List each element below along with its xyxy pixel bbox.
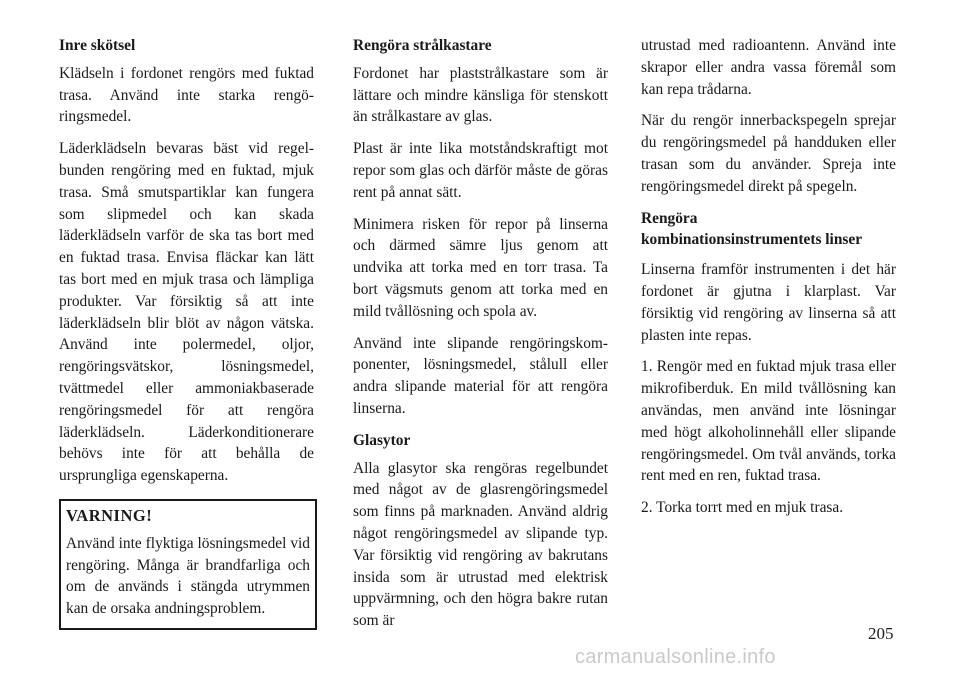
warning-title: VARNING! (66, 505, 153, 525)
warning-text: Använd inte flyktiga lösningsmedel vid rengöring. Många är brandfarliga och om de används i stängda utrymmen kan de orsaka andningsproblem. (66, 534, 310, 618)
paragraph-glasytor: Alla glasytor ska rengöras regelbundet med något av de glasrengöringsmedel som finns på marknaden. Använd aldrig något rengöringsmedel av slipande typ. Var försiktig vid rengöring av bakrutans insida som är utrustad med elektrisk uppvärmning, och den högra bakre rutan som är (353, 459, 608, 630)
heading-inre-skotsel: Inre skötsel (59, 37, 136, 54)
paragraph-plast-repor: Plast är inte lika motståndskraftigt mot repor som glas och därför måste de göras rent på annat sätt. (353, 140, 608, 201)
heading-rengora-stralkastare: Rengöra strålkastare (353, 37, 492, 54)
warning-box (59, 499, 317, 630)
column-right (641, 35, 896, 529)
watermark: carmanualsonline.info (575, 646, 776, 668)
paragraph-linserna: Linserna framför instrumenten i det här fordonet är gjutna i klarplast. Var försiktig vid rengöring av linserna så att plasten inte repas. (641, 261, 896, 344)
paragraph-laderkladsel: Läderklädseln bevaras bäst vid regelbunden rengöring med en fuktad, mjuk trasa. Små smutspartiklar kan fungera som slipmedel och kan skada läderklädseln varför de ska tas bort med en fuktad trasa. Envisa fläckar kan lätt tas bort med en mjuk trasa och lämpliga produkter. Var försiktig så att inte läderklädseln blir blöt av någon vätska. Använd inte polermedel, oljor, rengöringsvätskor, lösningsmedel, tvättmedel eller ammoniakbaserade rengöringsmedel för att rengöra läderklädseln. Läderkonditionerare behövs inte för att behålla de ursprungliga egenskaperna. (59, 140, 314, 485)
paragraph-plaststralkastare: Fordonet har plaststrålkastare som är lättare och mindre känsliga för stenskott än strålkastare av glas. (353, 64, 608, 126)
paragraph-radioantenn: utrustad med radioantenn. Använd inte skrapor eller andra vassa föremål som kan repa trådarna. (641, 37, 896, 98)
paragraph-minimera-risk: Minimera risken för repor på linserna och därmed sämre ljus genom att undvika att torka med en torr trasa. Ta bort vägsmuts genom att torka med en mild tvållösning och spola av. (353, 215, 608, 320)
paragraph-slipande: Använd inte slipande rengöringskomponenter, lösningsmedel, stålull eller andra slipande material för att rengöra linserna. (353, 334, 608, 417)
list-item-1: 1. Rengör med en fuktad mjuk trasa eller mikrofiberduk. En mild tvållösning kan användas, men använd inte lösningar med högt alkoholinnehåll eller slipande rengöringsmedel. Om tvål används, torka rent med en ren, fuktad trasa. (641, 358, 896, 485)
list-item-2: 2. Torka torrt med en mjuk trasa. (641, 499, 844, 517)
heading-glasytor: Glasytor (353, 431, 411, 449)
column-middle (353, 35, 608, 642)
column-left (59, 35, 314, 630)
heading-instrument-line2: kombinationsinstrumentets linser (641, 231, 863, 249)
page-number: 205 (868, 624, 894, 643)
heading-instrument-line1: Rengöra (641, 209, 698, 227)
paragraph-innerbackspegel: När du rengör innerbackspegeln sprejar du rengöringsmedel på handduken eller trasan som du använder. Spreja inte rengöringsmedel direkt på spegeln. (641, 112, 896, 195)
paragraph-kladsel: Klädseln i fordonet rengörs med fuktad trasa. Använd inte starka rengöringsmedel. (59, 64, 314, 126)
heading-instrument-linser (641, 208, 896, 252)
